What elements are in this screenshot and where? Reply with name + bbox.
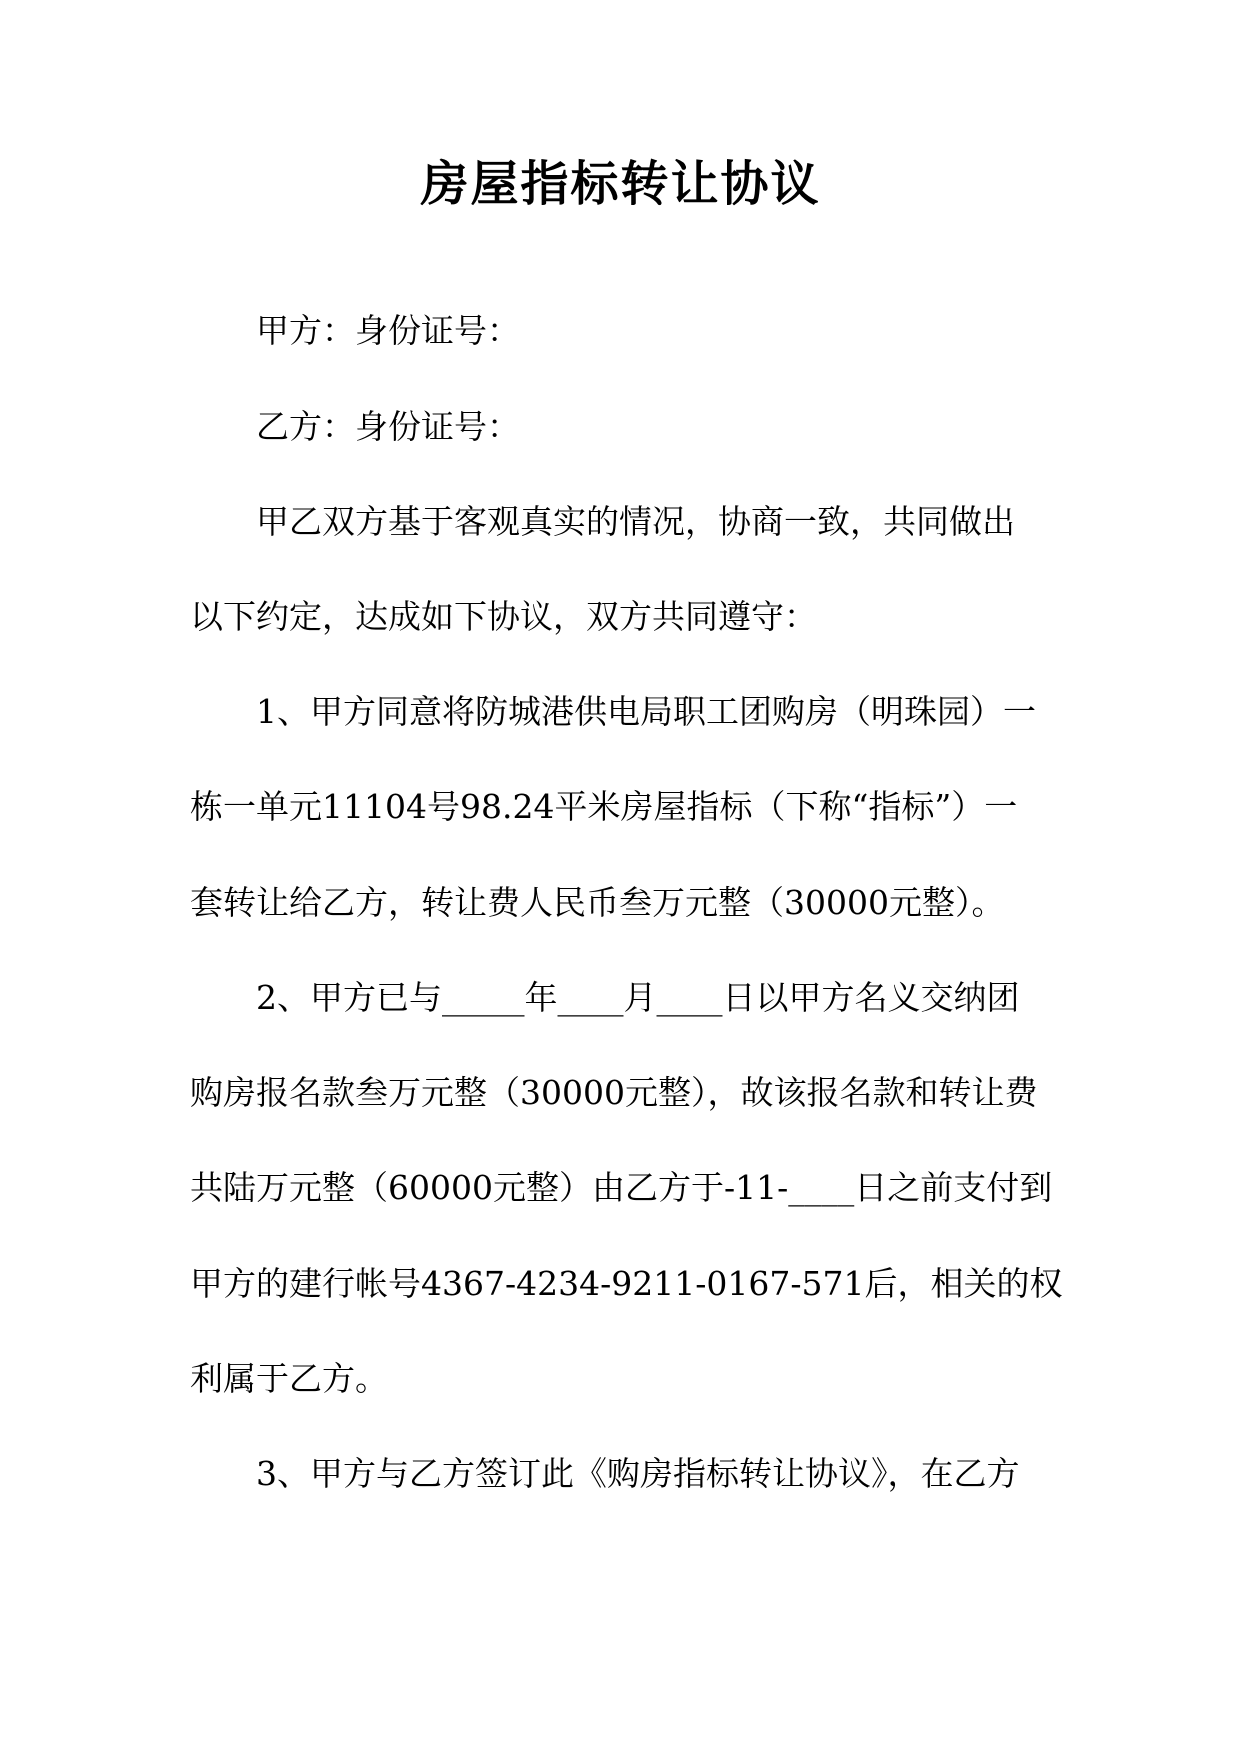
clause-2-line-3: 共陆万元整（60000元整）由乙方于-11-____日之前支付到	[190, 1168, 1053, 1207]
clause-2-line-4: 甲方的建行帐号4367-4234-9211-0167-571后，相关的权	[190, 1264, 1063, 1303]
clause-3-line-1: 3、甲方与乙方签订此《购房指标转让协议》，在乙方	[256, 1454, 1020, 1493]
preamble-line-1: 甲乙双方基于客观真实的情况，协商一致，共同做出	[256, 502, 1015, 541]
document-title: 房屋指标转让协议	[420, 156, 821, 212]
party-b-line: 乙方：身份证号：	[256, 407, 520, 446]
clause-1-line-1: 1、甲方同意将防城港供电局职工团购房（明珠园）一	[256, 692, 1036, 731]
clause-1-line-3: 套转让给乙方，转让费人民币叁万元整（30000元整）。	[190, 883, 1005, 922]
clause-2-line-1: 2、甲方已与_____年____月____日以甲方名义交纳团	[256, 978, 1020, 1017]
party-a-line: 甲方：身份证号：	[256, 311, 520, 350]
clause-2-line-2: 购房报名款叁万元整（30000元整），故该报名款和转让费	[190, 1073, 1038, 1112]
preamble-line-2: 以下约定，达成如下协议，双方共同遵守：	[190, 597, 817, 636]
clause-2-line-5: 利属于乙方。	[190, 1359, 388, 1398]
clause-1-line-2: 栋一单元11104号98.24平米房屋指标（下称“指标”）一	[190, 787, 1018, 826]
